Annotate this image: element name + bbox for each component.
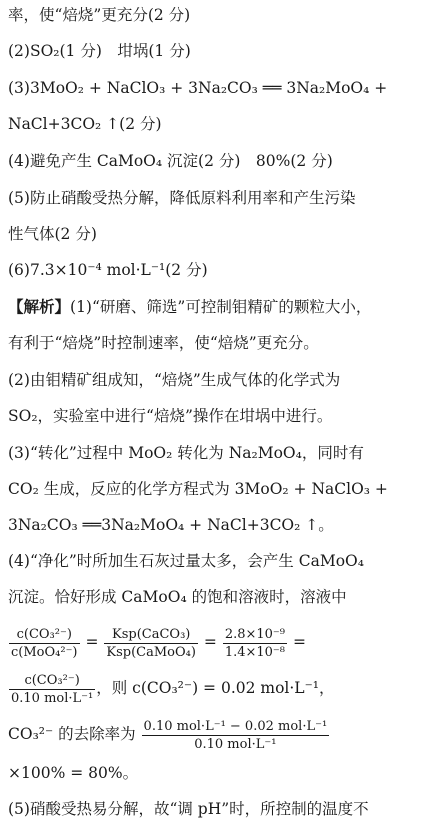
fraction-removal-rate: [142, 718, 330, 753]
formula-line-1: [8, 622, 427, 662]
analysis-line-2: 有利于“焙烧”时控制速率，使“焙烧”更充分。: [8, 334, 319, 352]
fraction-denominator: Ksp(CaMoO₄): [106, 644, 196, 660]
answer-line-3: (3)3MoO₂ + NaClO₃ + 3Na₂CO₃ ══ 3Na₂MoO₄ +: [8, 79, 388, 97]
formula-line-4: ×100% = 80%。: [8, 764, 139, 782]
answer-line-6: (5)防止硝酸受热分解，降低原料利用率和产生污染: [8, 189, 356, 207]
analysis-line-10: (5)硝酸受热易分解，故“调 pH”时，所控制的温度不: [8, 800, 369, 818]
formula-line-2-text: ，则 c(CO₃²⁻) = 0.02 mol·L⁻¹，: [96, 679, 335, 697]
answer-line-1: 率，使“焙烧”更充分(2 分): [8, 6, 191, 24]
fraction-denominator: 1.4×10⁻⁸: [224, 644, 286, 660]
analysis-label: 【解析】: [8, 297, 71, 316]
removal-rate-label: CO₃²⁻ 的去除率为: [8, 725, 136, 743]
fraction-denominator: 0.10 mol·L⁻¹: [194, 736, 277, 752]
fraction-carbonate-concentration: [9, 672, 95, 707]
equals-sign: =: [85, 633, 99, 651]
answer-line-8: (6)7.3×10⁻⁴ mol·L⁻¹(2 分): [8, 261, 208, 279]
equals-sign: =: [292, 633, 306, 651]
fraction-numerator: Ksp(CaCO₃): [104, 626, 198, 644]
fraction-numerator: 2.8×10⁻⁹: [224, 626, 286, 642]
fraction-denominator: c(MoO₄²⁻): [11, 644, 78, 660]
formula-line-2: [8, 668, 427, 708]
equals-sign: =: [203, 633, 217, 651]
answer-line-5: (4)避免产生 CaMoO₄ 沉淀(2 分) 80%(2 分): [8, 152, 333, 170]
analysis-line-7: 3Na₂CO₃ ══3Na₂MoO₄ + NaCl+3CO₂ ↑。: [8, 516, 334, 534]
fraction-concentration-ratio: [9, 626, 80, 661]
analysis-line-1: [8, 296, 427, 318]
fraction-numerator: 0.10 mol·L⁻¹ − 0.02 mol·L⁻¹: [143, 718, 328, 734]
fraction-denominator: 0.10 mol·L⁻¹: [11, 690, 94, 706]
fraction-numerator: c(CO₃²⁻): [9, 672, 95, 690]
analysis-line-6: CO₂ 生成，反应的化学方程式为 3MoO₂ + NaClO₃ +: [8, 480, 388, 498]
analysis-line-8: (4)“净化”时所加生石灰过量太多，会产生 CaMoO₄: [8, 552, 364, 570]
analysis-line-5: (3)“转化”过程中 MoO₂ 转化为 Na₂MoO₄，同时有: [8, 444, 364, 462]
analysis-text-1: (1)“研磨、筛选”可控制钼精矿的颗粒大小，: [70, 298, 372, 316]
fraction-numerator: c(CO₃²⁻): [9, 626, 80, 644]
fraction-ksp-ratio: [104, 626, 198, 661]
formula-line-3: [8, 714, 427, 754]
analysis-line-3: (2)由钼精矿组成知，“焙烧”生成气体的化学式为: [8, 371, 341, 389]
answer-line-7: 性气体(2 分): [8, 225, 97, 243]
fraction-numeric-ratio: [223, 626, 287, 661]
answer-line-2: (2)SO₂(1 分) 坩埚(1 分): [8, 42, 191, 60]
analysis-line-9: 沉淀。恰好形成 CaMoO₄ 的饱和溶液时，溶液中: [8, 588, 347, 606]
answer-line-4: NaCl+3CO₂ ↑(2 分): [8, 115, 162, 133]
analysis-line-4: SO₂，实验室中进行“焙烧”操作在坩埚中进行。: [8, 407, 333, 425]
